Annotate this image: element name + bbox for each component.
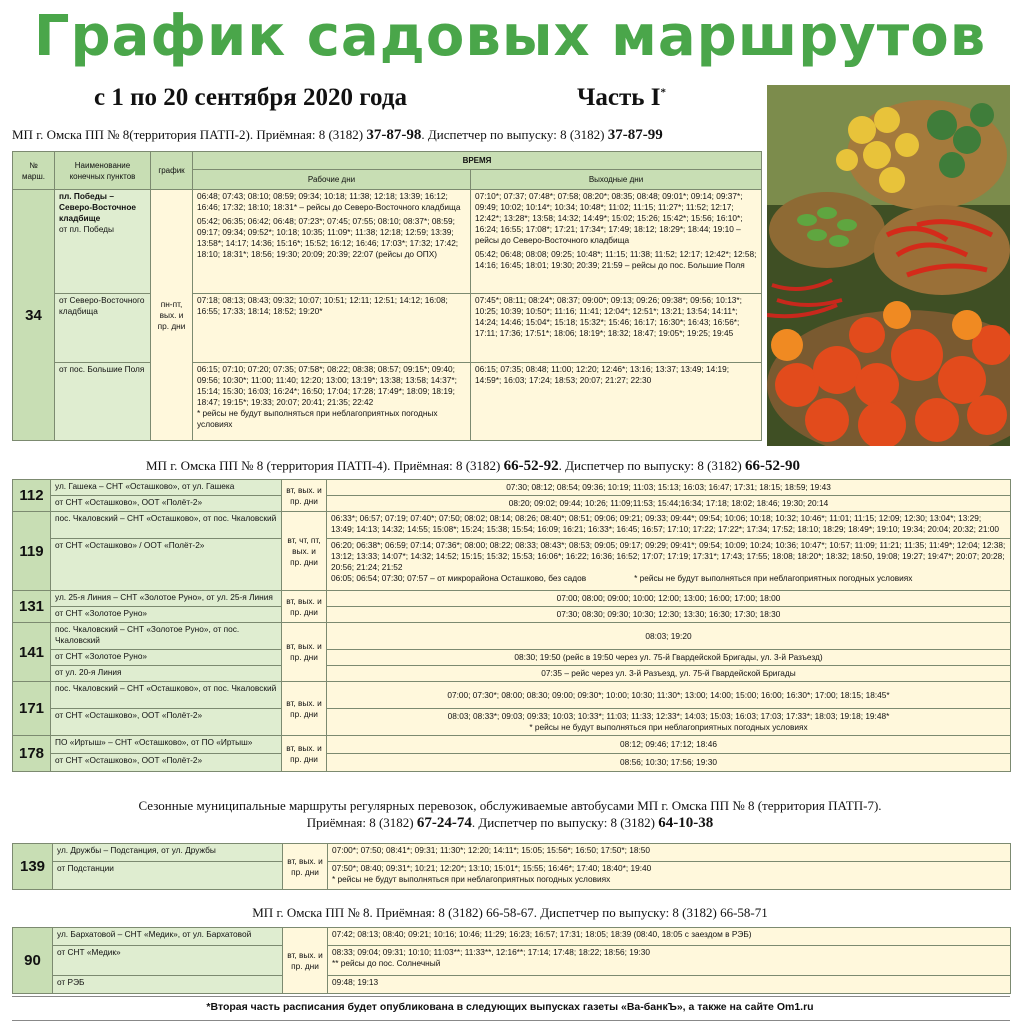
route-stop: от СНТ «Осташково», ООТ «Полёт-2» [51, 754, 282, 772]
route-34-table [12, 151, 762, 441]
route-stop: от ул. 20-я Линия [51, 666, 282, 682]
workday-times: 06:48; 07:43; 08:10; 08:59; 09:34; 10:18; 11:38; 12:18; 13:39; 16:12; 16:46; 17:32; 18:10; 18:31* – рейсы до Северо-Восточного кладбища 05:42; 06:35; 06:42; 06:48; 07:23*; 07:45; 07:55; 08:10; 08:37*; 08:59; 09:17; 09:34; 09:52*; 10:18; 10:35; 11:09*; 11:38; 12:18; 12:59; 13:39; 13:58*; 14:17; 14:36; 15:16*; 15:52; 16:12; 16:46; 17:03*; 17:32; 17:42; 18:10; 18:31*; 18:56; 19:30; 20:09; 20:39; 22:07 (рейсы до ОПХ) [193, 190, 471, 294]
route-stop: от СНТ «Осташково», ООТ «Полёт-2» [51, 709, 282, 736]
route-times: 08:12; 09:46; 17:12; 18:46 [327, 736, 1011, 754]
route-stop: ул. 25-я Линия – СНТ «Золотое Руно», от ул. 25-я Линия [51, 591, 282, 607]
route-stop: от РЭБ [53, 976, 283, 994]
route-stop: ПО «Иртыш» – СНТ «Осташково», от ПО «Иртыш» [51, 736, 282, 754]
route-stop: ул. Бархатовой – СНТ «Медик», от ул. Бархатовой [53, 928, 283, 946]
route-times: 09:48; 19:13 [328, 976, 1011, 994]
route-times: 08:03; 19:20 [327, 623, 1011, 650]
schedule-days: вт, вых. и пр. дни [282, 623, 327, 682]
col-time: ВРЕМЯ [193, 152, 762, 170]
route-times: 07:00; 07:30*; 08:00; 08:30; 09:00; 09:30*; 10:00; 10:30; 11:30*; 13:00; 14:00; 15:00; 16:00; 16:30*; 17:00; 18:15; 18:45* [327, 682, 1011, 709]
route-stop: от Подстанции [53, 862, 283, 890]
route-stop: от Северо-Восточного кладбища [55, 294, 151, 363]
route-90-table [12, 927, 1011, 994]
route-number: 119 [13, 512, 51, 591]
vegetables-photo [767, 85, 1010, 446]
route-times: 08:30; 19:50 (рейс в 19:50 через ул. 75-й Гвардейской Бригады, ул. 3-й Разъезд) [327, 650, 1011, 666]
route-times: 07:42; 08:13; 08:40; 09:21; 10:16; 10:46; 11:29; 16:23; 16:57; 17:31; 18:05; 18:39 (08:40, 18:05 с заездом в РЭБ) [328, 928, 1011, 946]
footer-divider [12, 1020, 1010, 1021]
route-number: 139 [13, 844, 53, 890]
route-stop: от СНТ «Золотое Руно» [51, 607, 282, 623]
route-times: 07:00*; 07:50; 08:41*; 09:31; 11:30*; 12:20; 14:11*; 15:05; 15:56*; 16:50; 17:50*; 18:50 [328, 844, 1011, 862]
route-stop: от СНТ «Осташково» / ООТ «Полёт-2» [51, 539, 282, 591]
contact-pp8: МП г. Омска ПП № 8. Приёмная: 8 (3182) 66-58-67. Диспетчер по выпуску: 8 (3182) 66-58-71 [252, 905, 768, 920]
workday-times: 07:18; 08:13; 08:43; 09:32; 10:07; 10:51; 12:11; 12:51; 14:12; 16:08; 16:55; 17:33; 18:14; 18:52; 19:20* [193, 294, 471, 363]
page-title: График садовых маршрутов [33, 4, 987, 69]
route-stop: ул. Гашека – СНТ «Осташково», от ул. Гашека [51, 480, 282, 496]
route-stop: пос. Чкаловский – СНТ «Осташково», от пос. Чкаловский [51, 682, 282, 709]
route-times: 08:56; 10:30; 17:56; 19:30 [327, 754, 1011, 772]
route-stop: от СНТ «Осташково», ООТ «Полёт-2» [51, 496, 282, 512]
schedule-days: вт, вых. и пр. дни [282, 736, 327, 772]
route-times: 06:33*; 06:57; 07:19; 07:40*; 07:50; 08:02; 08:14; 08:26; 08:40*; 08:51; 09:06; 09:21; 09:33; 09:44*; 09:54; 10:06; 10:18; 10:32; 10:46*; 11:01; 11:15; 12:09; 12:30; 13:04*; 13:29; 13:49; 14:13; 14:32; 14:55; 15:08*; 15:24; 15:38; 15:54; 16:09; 16:21; 16:33*; 16:45; 16:57; 17:10; 17:22; 17:22*; 17:34; 17:52; 18:10; 18:29; 18:49*; 19:10; 19:34; 20:04; 20:32; 21:00 [327, 512, 1011, 539]
seasonal-routes-note: Сезонные муниципальные маршруты регулярных перевозок, обслуживаемые автобусами МП г. Омска ПП № 8 (территория ПАТП-7). [138, 798, 882, 813]
footer-divider [12, 996, 1010, 997]
col-schedule: график [151, 152, 193, 190]
route-number: 171 [13, 682, 51, 736]
weekend-times: 06:15; 07:35; 08:48; 11:00; 12:20; 12:46*; 13:16; 13:37; 13:49; 14:19; 14:59*; 16:03; 17:24; 18:53; 20:07; 21:27; 22:30 [471, 363, 762, 441]
route-stop: пос. Чкаловский – СНТ «Осташково», от пос. Чкаловский [51, 512, 282, 539]
route-number: 131 [13, 591, 51, 623]
route-stop: от СНТ «Медик» [53, 946, 283, 976]
col-weekends: Выходные дни [471, 170, 762, 190]
route-number: 141 [13, 623, 51, 682]
route-stop: пос. Чкаловский – СНТ «Золотое Руно», от пос. Чкаловский [51, 623, 282, 650]
route-times: 07:00; 08:00; 09:00; 10:00; 12:00; 13:00; 16:00; 17:00; 18:00 [327, 591, 1011, 607]
route-times: 07:35 – рейс через ул. 3-й Разъезд, ул. 75-й Гвардейской Бригады [327, 666, 1011, 682]
part-label: Часть I* [577, 84, 666, 111]
route-stop: от СНТ «Золотое Руно» [51, 650, 282, 666]
weekend-times: 07:10*; 07:37; 07:48*; 07:58; 08:20*; 08:35; 08:48; 09:01*; 09:14; 09:37*; 09:49; 10:02; 10:14*; 10:34; 10:48*; 11:02; 11:15; 11:27*; 11:52; 12:17; 12:42*; 13:28*; 13:58; 14:32; 14:49*; 15:02; 15:26; 15:42*; 15:56; 16:10*; 16:24; 16:55; 17:08*; 17:21; 17:34*; 17:49; 18:12; 18:29*; 18:44; 19:10 – рейсы до Северо-Восточного кладбища 05:42; 06:48; 08:08; 09:25; 10:48*; 11:15; 11:38; 11:52; 12:17; 12:42*; 12:58; 14:16; 16:45; 18:01; 19:30; 20:39; 21:59 – рейсы до пос. Большие Поля [471, 190, 762, 294]
route-times: 06:20; 06:38*; 06:59; 07:14; 07:36*; 08:00; 08:22; 08:33; 08:43*; 08:53; 09:05; 09:17; 09:29; 09:41*; 09:54; 10:09; 10:24; 10:36; 10:47*; 10:57; 11:09; 11:21; 11:35; 11:49*; 12:04; 12:38; 13:12; 13:33; 14:07*; 14:32; 14:52; 15:15; 15:32; 15:53; 16:06*; 16:22; 16:36; 16:52; 17:07; 17:19; 17:31*; 17:43; 17:55; 18:08; 18:20*; 18:32; 18:50, 19:08; 19:27; 19:47*; 20:07; 20:28; 20:56; 21:24; 21:52 06:05; 06:54; 07:30; 07:57 – от микрорайона Осташково, без садов * рейсы не будут выполняться при неблагоприятных погодных условиях [327, 539, 1011, 591]
col-route-number: № марш. [13, 152, 55, 190]
route-number: 178 [13, 736, 51, 772]
schedule-days: вт, вых. и пр. дни [283, 928, 328, 994]
footer-note: *Вторая часть расписания будет опубликована в следующих выпусках газеты «Ва-банкЪ», а также на сайте Om1.ru [206, 1001, 814, 1013]
route-number: 34 [13, 190, 55, 441]
route-times: 07:50*; 08:40; 09:31*; 10:21; 12:20*; 13:10; 15:01*; 15:55; 16:46*; 17:40; 18:40*; 19:40 * рейсы не будут выполняться при неблагоприятных погодных условиях [328, 862, 1011, 890]
route-name: пл. Победы – Северо-Восточное кладбище от пл. Победы [55, 190, 151, 294]
route-times: 08:03; 08:33*; 09:03; 09:33; 10:03; 10:33*; 11:03; 11:33; 12:33*; 14:03; 15:03; 16:03; 17:03; 17:33*; 18:03; 19:18; 19:48* * рейсы не будут выполняться при неблагоприятных погодных условиях [327, 709, 1011, 736]
route-times: 08:33; 09:04; 09:31; 10:10; 11:03**; 11:33**, 12:16**; 17:14; 17:48; 18:22; 18:56; 19:30 ** рейсы до пос. Солнечный [328, 946, 1011, 976]
patp4-routes-table [12, 479, 1011, 772]
route-stop: ул. Дружбы – Подстанция, от ул. Дружбы [53, 844, 283, 862]
route-times: 08:20; 09:02; 09:44; 10:26; 11:09;11:53; 15:44;16:34; 17:18; 18:02; 18:46; 19:30; 20:14 [327, 496, 1011, 512]
route-number: 112 [13, 480, 51, 512]
schedule-days: пн-пт, вых. и пр. дни [151, 190, 193, 441]
weekend-times: 07:45*; 08:11; 08:24*; 08:37; 09:00*; 09:13; 09:26; 09:38*; 09:56; 10:13*; 10:25; 10:39; 10:50*; 11:16; 11:41; 12:04*; 12:51*; 13:21; 13:54; 14:11*; 14:24; 14:46; 15:04*; 15:18; 15:32*; 15:46; 16:17; 16:30*; 16:43; 16:56*; 17:11; 17:36; 17:51*; 18:06; 18:19*; 18:32; 18:47; 19:05*; 19:25; 19:45 [471, 294, 762, 363]
route-139-table [12, 843, 1011, 890]
route-stop: от пос. Большие Поля [55, 363, 151, 441]
contact-patp2: МП г. Омска ПП № 8(территория ПАТП-2). Приёмная: 8 (3182) 37-87-98. Диспетчер по выпуску: 8 (3182) 37-87-99 [12, 127, 663, 143]
route-times: 07:30; 08:12; 08:54; 09:36; 10:19; 11:03; 15:13; 16:03; 16:47; 17:31; 18:15; 18:59; 19:43 [327, 480, 1011, 496]
route-times: 07:30; 08:30; 09:30; 10:30; 12:30; 13:30; 16:30; 17:30; 18:30 [327, 607, 1011, 623]
contact-patp4: МП г. Омска ПП № 8 (территория ПАТП-4). Приёмная: 8 (3182) 66-52-92. Диспетчер по выпуску: 8 (3182) 66-52-90 [146, 458, 800, 474]
schedule-days: вт, вых. и пр. дни [283, 844, 328, 890]
date-range: с 1 по 20 сентября 2020 года [94, 84, 407, 111]
route-number: 90 [13, 928, 53, 994]
contact-patp7: Приёмная: 8 (3182) 67-24-74. Диспетчер по выпуску: 8 (3182) 64-10-38 [306, 815, 714, 831]
schedule-days: вт, вых. и пр. дни [282, 591, 327, 623]
workday-times: 06:15; 07:10; 07:20; 07:35; 07:58*; 08:22; 08:38; 08:57; 09:15*; 09:40; 09:56; 10:30*; 11:00; 11:40; 12:20; 13:00; 13:19*; 13:38; 13:58; 14:37*; 15:14; 15:30; 16:03; 16:24*; 16:50; 17:04; 17:28; 17:49*; 18:09; 18:19; 18:47; 19:15*; 19:33; 20:07; 20:41; 21:35; 22:42 * рейсы не будут выполняться при неблагоприятных погодных условиях [193, 363, 471, 441]
col-terminal-points: Наименование конечных пунктов [55, 152, 151, 190]
schedule-days: вт, чт, пт, вых. и пр. дни [282, 512, 327, 591]
schedule-days: вт, вых. и пр. дни [282, 480, 327, 512]
schedule-days: вт, вых. и пр. дни [282, 682, 327, 736]
col-workdays: Рабочие дни [193, 170, 471, 190]
